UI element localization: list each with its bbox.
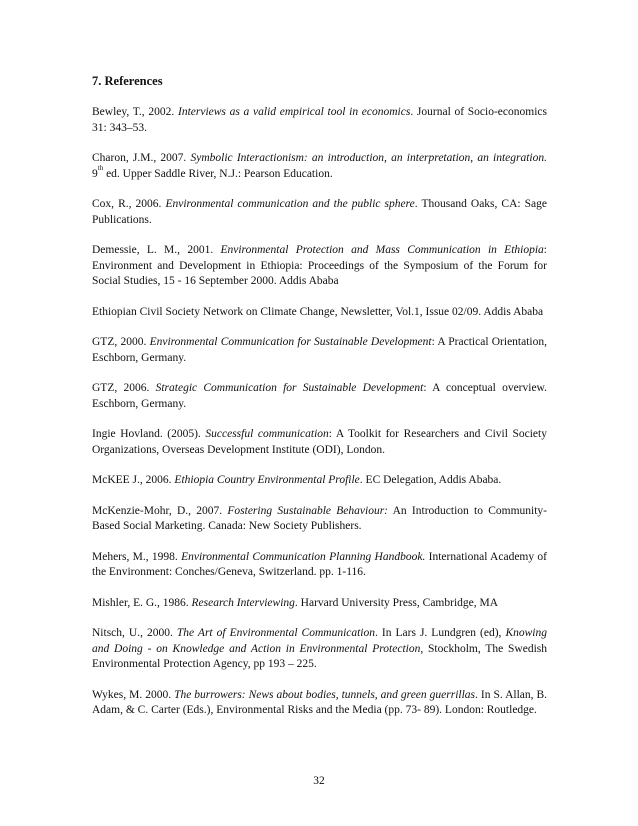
reference-item: McKenzie-Mohr, D., 2007. Fostering Sustainable Behaviour: An Introduction to Community-Based Social Marketing. Canada: New Society Publishers. — [92, 504, 547, 532]
page-number: 32 — [313, 775, 325, 787]
reference-item: Cox, R., 2006. Environmental communication and the public sphere. Thousand Oaks, CA: Sage Publications. — [92, 198, 547, 226]
reference-item: GTZ, 2000. Environmental Communication for Sustainable Development: A Practical Orientation, Eschborn, Germany. — [92, 336, 547, 364]
reference-item: Nitsch, U., 2000. The Art of Environmental Communication. In Lars J. Lundgren (ed), Knowing and Doing - on Knowledge and Action in Environmental Protection, Stockholm, The Swedish Environmental Protection Agency, pp 193 – 225. — [92, 627, 548, 670]
reference-item: Mishler, E. G., 1986. Research Interviewing. Harvard University Press, Cambridge, MA — [92, 596, 499, 609]
reference-item: McKEE J., 2006. Ethiopia Country Environmental Profile. EC Delegation, Addis Ababa. — [92, 474, 502, 486]
reference-item: Demessie, L. M., 2001. Environmental Protection and Mass Communication in Ethiopia: Environment and Development in Ethiopia: Proceedings of the Symposium of the Forum for Social Studies, 15 - 16 September 2000. Addis Ababa — [92, 244, 547, 287]
reference-item: Charon, J.M., 2007. Symbolic Interactionism: an introduction, an interpretation, an integration. 9th ed. Upper Saddle River, N.J.: Pearson Education. — [92, 152, 547, 180]
reference-item: GTZ, 2006. Strategic Communication for Sustainable Development: A conceptual overview. Eschborn, Germany. — [92, 382, 547, 410]
reference-item: Ingie Hovland. (2005). Successful communication: A Toolkit for Researchers and Civil Society Organizations, Overseas Development Institute (ODI), London. — [92, 428, 547, 456]
references-section — [92, 73, 547, 734]
section-heading: 7. References — [92, 74, 163, 88]
reference-item: Bewley, T., 2002. Interviews as a valid empirical tool in economics. Journal of Socio-economics 31: 343–53. — [92, 106, 547, 134]
reference-item: Mehers, M., 1998. Environmental Communication Planning Handbook. International Academy of the Environment: Conches/Geneva, Switzerland. pp. 1-116. — [92, 550, 547, 578]
reference-item: Wykes, M. 2000. The burrowers: News about bodies, tunnels, and green guerrillas. In S. Allan, B. Adam, & C. Carter (Eds.), Environmental Risks and the Media (pp. 73- 89). London: Routledge. — [92, 688, 548, 716]
reference-item: Ethiopian Civil Society Network on Climate Change, Newsletter, Vol.1, Issue 02/09. Addis Ababa — [92, 305, 544, 318]
